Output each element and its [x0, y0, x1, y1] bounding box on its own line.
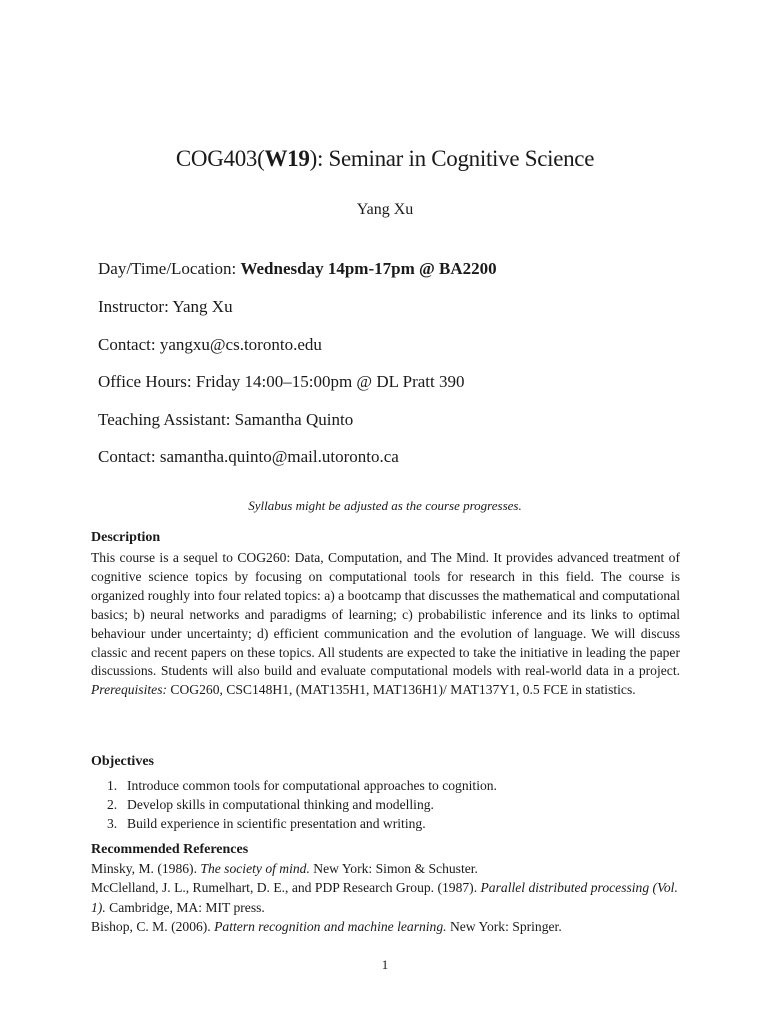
prereq-value: COG260, CSC148H1, (MAT135H1, MAT136H1)/ MAT137Y1, 0.5 FCE in statistics. — [167, 682, 636, 698]
reference-item — [91, 878, 683, 917]
page-title — [0, 146, 770, 172]
reference-publisher: New York: Springer. — [446, 918, 562, 934]
author-name: Yang Xu — [356, 201, 414, 218]
list-item-number: 2. — [107, 797, 118, 813]
references-heading: Recommended References — [91, 842, 249, 857]
title-term: W19 — [264, 146, 310, 171]
title-code: COG403( — [175, 146, 265, 171]
reference-authors: McClelland, J. L., Rumelhart, D. E., and PDP Research Group. (1987). — [91, 880, 481, 896]
instructor-contact-line: Contact: yangxu@cs.toronto.edu — [98, 335, 322, 354]
reference-title: Parallel distributed processing (Vol. 1). — [91, 880, 678, 915]
office-hours-line: Office Hours: Friday 14:00–15:00pm @ DL Pratt 390 — [98, 372, 465, 391]
list-item — [107, 795, 497, 814]
list-item-number: 3. — [107, 816, 118, 832]
daytime-label: Day/Time/Location: — [98, 259, 241, 278]
reference-item — [91, 917, 683, 936]
title-rest: ): Seminar in Cognitive Science — [309, 146, 595, 171]
list-item-text: Develop skills in computational thinking and modelling. — [127, 797, 434, 813]
ta-contact-line: Contact: samantha.quinto@mail.utoronto.ca — [98, 447, 399, 466]
prereq-label: Prerequisites: — [91, 682, 168, 698]
list-item — [107, 814, 497, 833]
reference-authors: Bishop, C. M. (2006). — [91, 918, 215, 934]
objectives-list — [107, 776, 497, 834]
objectives-heading: Objectives — [91, 754, 154, 769]
reference-publisher: Cambridge, MA: MIT press. — [105, 899, 265, 915]
daytime-value: Wednesday 14pm-17pm @ BA2200 — [240, 259, 497, 278]
description-body — [91, 549, 680, 700]
reference-title: The society of mind. — [200, 861, 310, 876]
list-item-number: 1. — [107, 778, 118, 793]
reference-title: Pattern recognition and machine learning. — [214, 918, 447, 934]
reference-item — [91, 859, 683, 878]
list-item — [107, 776, 497, 795]
description-text: This course is a sequel to COG260: Data, Computation, and The Mind. It provides advanced treatment of cognitive science topics by focusing on computational tools for research in this field. The course is organized roughly into four related topics: a) a bootcamp that discusses the mathematical and computational basics; b) neural networks and paradigms of learning; c) probabilistic inference and its links to optimal behaviour under uncertainty; d) efficient communication and the evolution of language. We will discuss classic and recent papers on these topics. All students are expected to take the initiative in leading the paper discussions. Students will also build and evaluate computational models with real-world data in a project. — [91, 550, 680, 679]
reference-authors: Minsky, M. (1986). — [91, 861, 201, 876]
page-number: 1 — [381, 957, 389, 972]
daytime-line — [98, 259, 497, 279]
instructor-line: Instructor: Yang Xu — [98, 297, 233, 316]
description-heading: Description — [91, 530, 161, 545]
ta-line: Teaching Assistant: Samantha Quinto — [98, 410, 354, 429]
references-list — [91, 859, 683, 936]
reference-publisher: New York: Simon & Schuster. — [309, 861, 478, 876]
syllabus-note: Syllabus might be adjusted as the course progresses. — [248, 498, 522, 513]
list-item-text: Introduce common tools for computational approaches to cognition. — [127, 778, 497, 793]
list-item-text: Build experience in scientific presentation and writing. — [127, 816, 426, 832]
